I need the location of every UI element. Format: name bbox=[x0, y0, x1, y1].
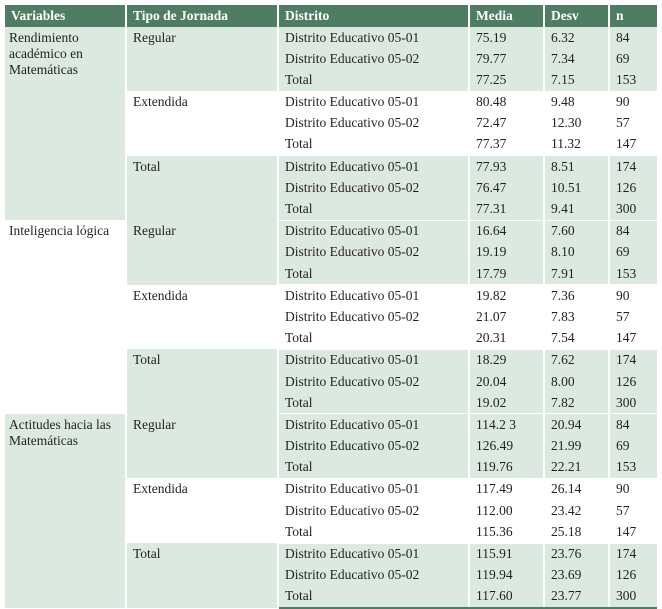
n-cell: 153 bbox=[609, 69, 657, 91]
desv-cell: 8.10 bbox=[544, 242, 609, 263]
distrito-cell: Distrito Educativo 05-01 bbox=[278, 91, 469, 113]
media-cell: 19.02 bbox=[469, 392, 544, 414]
n-cell: 300 bbox=[609, 392, 657, 414]
distrito-cell: Total bbox=[278, 134, 469, 156]
distrito-cell: Distrito Educativo 05-01 bbox=[278, 349, 469, 371]
desv-cell: 7.62 bbox=[544, 349, 609, 371]
media-cell: 20.04 bbox=[469, 371, 544, 392]
desv-cell: 7.82 bbox=[544, 392, 609, 414]
n-cell: 153 bbox=[609, 263, 657, 285]
desv-cell: 12.30 bbox=[544, 113, 609, 134]
distrito-cell: Distrito Educativo 05-02 bbox=[278, 306, 469, 327]
distrito-cell: Distrito Educativo 05-02 bbox=[278, 500, 469, 521]
distrito-cell: Total bbox=[278, 199, 469, 221]
distrito-cell: Total bbox=[278, 521, 469, 543]
n-cell: 147 bbox=[609, 521, 657, 543]
media-cell: 77.25 bbox=[469, 69, 544, 91]
distrito-cell: Distrito Educativo 05-01 bbox=[278, 220, 469, 242]
table-row bbox=[5, 414, 657, 436]
variable-name-cell: Actitudes hacia las Matemáticas bbox=[5, 414, 126, 608]
n-cell: 147 bbox=[609, 134, 657, 156]
header-media: Media bbox=[469, 5, 544, 27]
media-cell: 117.49 bbox=[469, 478, 544, 500]
n-cell: 57 bbox=[609, 306, 657, 327]
desv-cell: 7.15 bbox=[544, 69, 609, 91]
n-cell: 174 bbox=[609, 156, 657, 178]
media-cell: 72.47 bbox=[469, 113, 544, 134]
desv-cell: 7.36 bbox=[544, 285, 609, 307]
desv-cell: 7.83 bbox=[544, 306, 609, 327]
desv-cell: 23.69 bbox=[544, 565, 609, 586]
media-cell: 119.94 bbox=[469, 565, 544, 586]
distrito-cell: Distrito Educativo 05-02 bbox=[278, 177, 469, 198]
tipo-jornada-cell: Total bbox=[126, 349, 278, 414]
desv-cell: 7.54 bbox=[544, 328, 609, 350]
media-cell: 77.31 bbox=[469, 199, 544, 221]
distrito-cell: Total bbox=[278, 457, 469, 479]
desv-cell: 7.34 bbox=[544, 48, 609, 69]
desv-cell: 22.21 bbox=[544, 457, 609, 479]
distrito-cell: Distrito Educativo 05-01 bbox=[278, 156, 469, 178]
table-header bbox=[5, 5, 657, 27]
header-variables: Variables bbox=[5, 5, 126, 27]
media-cell: 75.19 bbox=[469, 27, 544, 48]
media-cell: 20.31 bbox=[469, 328, 544, 350]
tipo-jornada-cell: Regular bbox=[126, 414, 278, 479]
media-cell: 79.77 bbox=[469, 48, 544, 69]
table-body bbox=[5, 27, 657, 608]
header-n: n bbox=[609, 5, 657, 27]
media-cell: 21.07 bbox=[469, 306, 544, 327]
media-cell: 114.2 3 bbox=[469, 414, 544, 436]
media-cell: 126.49 bbox=[469, 436, 544, 457]
header-tipo-jornada: Tipo de Jornada bbox=[126, 5, 278, 27]
distrito-cell: Distrito Educativo 05-02 bbox=[278, 371, 469, 392]
n-cell: 126 bbox=[609, 371, 657, 392]
n-cell: 84 bbox=[609, 220, 657, 242]
media-cell: 19.82 bbox=[469, 285, 544, 307]
media-cell: 77.37 bbox=[469, 134, 544, 156]
n-cell: 90 bbox=[609, 478, 657, 500]
distrito-cell: Distrito Educativo 05-02 bbox=[278, 565, 469, 586]
desv-cell: 23.76 bbox=[544, 543, 609, 565]
distrito-cell: Distrito Educativo 05-01 bbox=[278, 285, 469, 307]
media-cell: 112.00 bbox=[469, 500, 544, 521]
n-cell: 174 bbox=[609, 349, 657, 371]
table-row bbox=[5, 27, 657, 48]
tipo-jornada-cell: Total bbox=[126, 156, 278, 221]
tipo-jornada-cell: Total bbox=[126, 543, 278, 608]
desv-cell: 7.91 bbox=[544, 263, 609, 285]
n-cell: 147 bbox=[609, 328, 657, 350]
media-cell: 19.19 bbox=[469, 242, 544, 263]
media-cell: 119.76 bbox=[469, 457, 544, 479]
n-cell: 153 bbox=[609, 457, 657, 479]
desv-cell: 10.51 bbox=[544, 177, 609, 198]
distrito-cell: Total bbox=[278, 392, 469, 414]
desv-cell: 8.00 bbox=[544, 371, 609, 392]
tipo-jornada-cell: Regular bbox=[126, 220, 278, 285]
media-cell: 17.79 bbox=[469, 263, 544, 285]
n-cell: 126 bbox=[609, 565, 657, 586]
desv-cell: 9.48 bbox=[544, 91, 609, 113]
n-cell: 69 bbox=[609, 436, 657, 457]
desv-cell: 26.14 bbox=[544, 478, 609, 500]
header-distrito: Distrito bbox=[278, 5, 469, 27]
distrito-cell: Distrito Educativo 05-02 bbox=[278, 436, 469, 457]
variable-name-cell: Rendimiento académico en Matemáticas bbox=[5, 27, 126, 220]
desv-cell: 23.77 bbox=[544, 586, 609, 608]
desv-cell: 20.94 bbox=[544, 414, 609, 436]
n-cell: 84 bbox=[609, 27, 657, 48]
n-cell: 126 bbox=[609, 177, 657, 198]
distrito-cell: Distrito Educativo 05-02 bbox=[278, 242, 469, 263]
desv-cell: 8.51 bbox=[544, 156, 609, 178]
desv-cell: 23.42 bbox=[544, 500, 609, 521]
media-cell: 115.36 bbox=[469, 521, 544, 543]
n-cell: 84 bbox=[609, 414, 657, 436]
n-cell: 69 bbox=[609, 48, 657, 69]
n-cell: 57 bbox=[609, 500, 657, 521]
media-cell: 117.60 bbox=[469, 586, 544, 608]
distrito-cell: Total bbox=[278, 263, 469, 285]
n-cell: 300 bbox=[609, 199, 657, 221]
tipo-jornada-cell: Extendida bbox=[126, 285, 278, 350]
n-cell: 90 bbox=[609, 285, 657, 307]
media-cell: 16.64 bbox=[469, 220, 544, 242]
distrito-cell: Distrito Educativo 05-02 bbox=[278, 48, 469, 69]
distrito-cell: Distrito Educativo 05-02 bbox=[278, 113, 469, 134]
media-cell: 77.93 bbox=[469, 156, 544, 178]
header-row bbox=[5, 5, 657, 27]
tipo-jornada-cell: Extendida bbox=[126, 91, 278, 156]
distrito-cell: Distrito Educativo 05-01 bbox=[278, 478, 469, 500]
media-cell: 80.48 bbox=[469, 91, 544, 113]
n-cell: 90 bbox=[609, 91, 657, 113]
desv-cell: 25.18 bbox=[544, 521, 609, 543]
distrito-cell: Distrito Educativo 05-01 bbox=[278, 414, 469, 436]
table-row bbox=[5, 220, 657, 242]
header-desv: Desv bbox=[544, 5, 609, 27]
distrito-cell: Total bbox=[278, 69, 469, 91]
n-cell: 300 bbox=[609, 586, 657, 608]
desv-cell: 21.99 bbox=[544, 436, 609, 457]
distrito-cell: Distrito Educativo 05-01 bbox=[278, 27, 469, 48]
variable-name-cell: Inteligencia lógica bbox=[5, 220, 126, 414]
n-cell: 174 bbox=[609, 543, 657, 565]
desv-cell: 9.41 bbox=[544, 199, 609, 221]
media-cell: 18.29 bbox=[469, 349, 544, 371]
distrito-cell: Total bbox=[278, 328, 469, 350]
n-cell: 69 bbox=[609, 242, 657, 263]
desv-cell: 11.32 bbox=[544, 134, 609, 156]
tipo-jornada-cell: Extendida bbox=[126, 478, 278, 543]
n-cell: 57 bbox=[609, 113, 657, 134]
desv-cell: 6.32 bbox=[544, 27, 609, 48]
distrito-cell: Distrito Educativo 05-01 bbox=[278, 543, 469, 565]
desv-cell: 7.60 bbox=[544, 220, 609, 242]
media-cell: 115.91 bbox=[469, 543, 544, 565]
tipo-jornada-cell: Regular bbox=[126, 27, 278, 91]
statistics-table bbox=[5, 5, 657, 609]
distrito-cell: Total bbox=[278, 586, 469, 608]
media-cell: 76.47 bbox=[469, 177, 544, 198]
